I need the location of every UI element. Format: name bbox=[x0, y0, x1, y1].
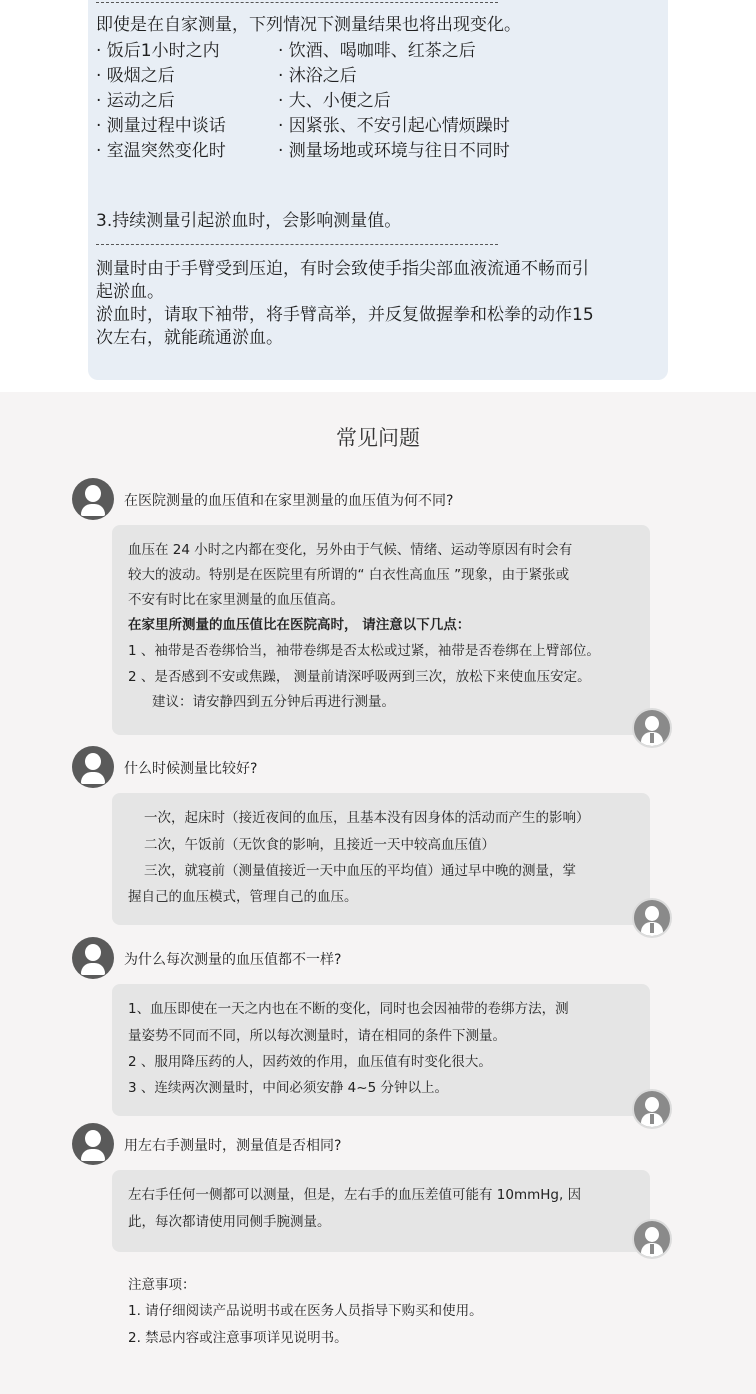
answer-line: 2 、是否感到不安或焦躁， 测量前请深呼吸两到三次，放松下来使血压安定。 bbox=[128, 669, 591, 685]
section-heading: 3.持续测量引起淤血时，会影响测量值。 bbox=[96, 211, 402, 231]
divider bbox=[96, 2, 498, 3]
notes-title: 注意事项： bbox=[128, 1277, 196, 1293]
paragraph-line: 次左右，就能疏通淤血。 bbox=[96, 328, 283, 348]
answer-line: 量姿势不同而不同，所以每次测量时，请在相同的条件下测量。 bbox=[128, 1028, 506, 1044]
answer-line: 血压在 24 小时之内都在变化，另外由于气候、情绪、运动等原因有时会有 bbox=[128, 542, 573, 558]
answer-line: 此，每次都请使用同侧手腕测量。 bbox=[128, 1214, 331, 1230]
advisor-avatar-icon bbox=[632, 708, 672, 748]
condition-item: · 测量场地或环境与往日不同时 bbox=[278, 141, 510, 161]
condition-item: · 运动之后 bbox=[96, 91, 175, 111]
condition-item: · 沐浴之后 bbox=[278, 66, 357, 86]
condition-item: · 因紧张、不安引起心情烦躁时 bbox=[278, 116, 510, 136]
user-avatar-icon bbox=[72, 746, 114, 788]
advisor-avatar-icon bbox=[632, 898, 672, 938]
answer-line: 左右手任何一侧都可以测量，但是，左右手的血压差值可能有 10mmHg, 因 bbox=[128, 1187, 582, 1203]
faq-answer-bubble bbox=[112, 984, 650, 1116]
answer-line: 2 、服用降压药的人，因药效的作用，血压值有时变化很大。 bbox=[128, 1054, 492, 1070]
divider bbox=[96, 244, 498, 245]
note-item: 2. 禁忌内容或注意事项详见说明书。 bbox=[128, 1330, 348, 1346]
faq-title: 常见问题 bbox=[336, 426, 420, 450]
condition-item: · 饮酒、喝咖啡、红茶之后 bbox=[278, 41, 476, 61]
faq-section bbox=[0, 392, 756, 1394]
paragraph-line: 淤血时，请取下袖带，将手臂高举，并反复做握拳和松拳的动作15 bbox=[96, 305, 594, 325]
answer-line: 二次，午饭前（无饮食的影响，且接近一天中较高血压值） bbox=[144, 837, 495, 853]
condition-item: · 测量过程中谈话 bbox=[96, 116, 226, 136]
faq-answer-bubble bbox=[112, 793, 650, 925]
user-avatar-icon bbox=[72, 478, 114, 520]
intro-text: 即使是在自家测量，下列情况下测量结果也将出现变化。 bbox=[96, 15, 521, 35]
user-avatar-icon bbox=[72, 1123, 114, 1165]
faq-answer-bubble bbox=[112, 525, 650, 735]
user-avatar-icon bbox=[72, 937, 114, 979]
answer-line: 3 、连续两次测量时，中间必须安静 4~5 分钟以上。 bbox=[128, 1080, 448, 1096]
faq-question: 在医院测量的血压值和在家里测量的血压值为何不同? bbox=[124, 493, 454, 509]
advisor-avatar-icon bbox=[632, 1089, 672, 1129]
advisor-avatar-icon bbox=[632, 1219, 672, 1259]
answer-line: 三次，就寝前（测量值接近一天中血压的平均值）通过早中晚的测量，掌 bbox=[144, 863, 576, 879]
faq-question: 用左右手测量时，测量值是否相同? bbox=[124, 1138, 342, 1154]
faq-question: 为什么每次测量的血压值都不一样? bbox=[124, 952, 342, 968]
answer-line: 1、血压即使在一天之内也在不断的变化，同时也会因袖带的卷绑方法，测 bbox=[128, 1001, 569, 1017]
answer-line: 握自己的血压模式，管理自己的血压。 bbox=[128, 889, 358, 905]
answer-line: 在家里所测量的血压值比在医院高时， 请注意以下几点： bbox=[128, 617, 471, 633]
answer-line: 较大的波动。特别是在医院里有所谓的“ 白衣性高血压 ”现象，由于紧张或 bbox=[128, 567, 570, 583]
answer-line: 1 、袖带是否卷绑恰当，袖带卷绑是否太松或过紧，袖带是否卷绑在上臂部位。 bbox=[128, 643, 600, 659]
condition-item: · 大、小便之后 bbox=[278, 91, 391, 111]
condition-item: · 室温突然变化时 bbox=[96, 141, 226, 161]
condition-item: · 饭后1小时之内 bbox=[96, 41, 220, 61]
condition-item: · 吸烟之后 bbox=[96, 66, 175, 86]
answer-line: 一次，起床时（接近夜间的血压，且基本没有因身体的活动而产生的影响） bbox=[144, 810, 590, 826]
answer-line: 建议：请安静四到五分钟后再进行测量。 bbox=[152, 694, 395, 710]
paragraph-line: 起淤血。 bbox=[96, 282, 164, 302]
note-item: 1. 请仔细阅读产品说明书或在医务人员指导下购买和使用。 bbox=[128, 1303, 483, 1319]
faq-question: 什么时候测量比较好? bbox=[124, 761, 258, 777]
answer-line: 不安有时比在家里测量的血压值高。 bbox=[128, 592, 344, 608]
faq-answer-bubble bbox=[112, 1170, 650, 1252]
paragraph-line: 测量时由于手臂受到压迫，有时会致使手指尖部血液流通不畅而引 bbox=[96, 259, 589, 279]
